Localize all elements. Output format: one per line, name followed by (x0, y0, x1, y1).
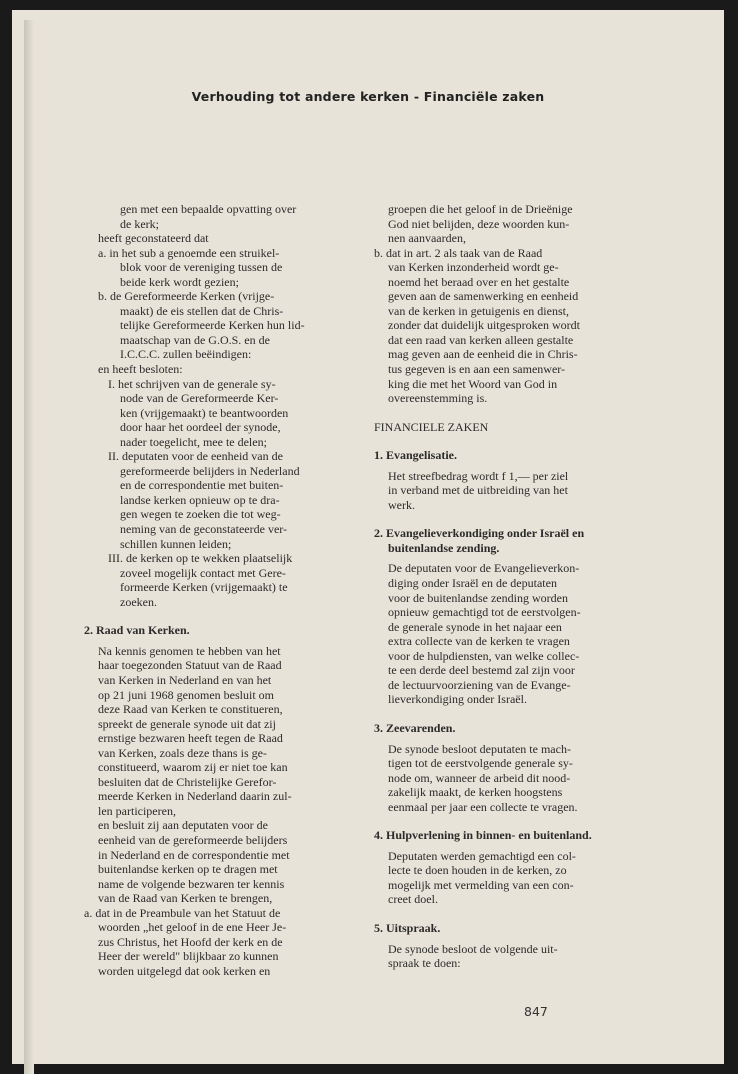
text-line: voor de hulpdiensten, van welke collec- (388, 648, 580, 663)
text-line: II. deputaten voor de eenheid van de (108, 449, 283, 464)
text-line: lecte te doen houden in de kerken, zo (388, 863, 567, 878)
text-line: dat een raad van kerken alleen gestalte (388, 332, 574, 347)
document-page (12, 10, 724, 1064)
text-line: telijke Gereformeerde Kerken hun lid- (120, 318, 305, 333)
text-line: en heeft besloten: (98, 362, 183, 377)
text-line: nader toegelicht, mee te delen; (120, 434, 267, 449)
paragraph-gap (374, 814, 626, 828)
text-line: en de correspondentie met buiten- (120, 478, 284, 493)
text-line: meerde Kerken in Nederland daarin zul- (98, 789, 292, 804)
text-line: node om, wanneer de arbeid dit nood- (388, 770, 571, 785)
section-heading: 5. Uitspraak. (374, 920, 441, 935)
text-line: extra collecte van de kerken te vragen (388, 634, 570, 649)
text-line: heeft geconstateerd dat (98, 231, 209, 246)
text-line: blok voor de vereniging tussen de (120, 260, 283, 275)
text-line: te een derde deel bestemd zal zijn voor (388, 663, 575, 678)
text-line: zonder dat duidelijk uitgesproken wordt (388, 318, 580, 333)
binding-edge (24, 20, 34, 1074)
text-line: van de kerken in getuigenis en dienst, (388, 303, 569, 318)
text-line: geven aan de samenwerking en eenheid (388, 289, 579, 304)
running-header: Verhouding tot andere kerken - Financiële zaken (191, 89, 545, 104)
text-line: Heer der wereld" blijkbaar zo kunnen (98, 949, 279, 964)
text-line: eenheid van de gereformeerde belijders (98, 832, 288, 847)
text-line: ernstige bezwaren heeft tegen de Raad (98, 731, 283, 746)
text-line: FINANCIELE ZAKEN (374, 419, 489, 434)
text-line: overeenstemming is. (388, 391, 488, 406)
text-line: in verband met de uitbreiding van het (388, 483, 568, 498)
text-line: werk. (388, 497, 415, 512)
left-column (84, 202, 356, 978)
text-line: Het streefbedrag wordt f 1,— per ziel (388, 468, 569, 483)
text-line: noemd het beraad over en het gestalte (388, 274, 570, 289)
text-line: eenmaal per jaar een collecte te vragen. (388, 799, 578, 814)
text-line: schillen kunnen leiden; (120, 536, 232, 551)
text-line: len participeren, (98, 803, 176, 818)
text-line: de generale synode in het najaar een (388, 619, 562, 634)
text-line: en besluit zij aan deputaten voor de (98, 818, 268, 833)
section-heading: buitenlandse zending. (388, 540, 500, 555)
paragraph-gap (374, 707, 626, 721)
text-line: b. dat in art. 2 als taak van de Raad (374, 245, 543, 260)
text-line: woorden „het geloof in de ene Heer Je- (98, 920, 287, 935)
section-heading: 4. Hulpverlening in binnen- en buitenland. (374, 828, 592, 843)
text-line: I.C.C.C. zullen beëindigen: (120, 347, 252, 362)
section-heading: 2. Raad van Kerken. (84, 623, 190, 638)
text-line: haar toegezonden Statuut van de Raad (98, 658, 282, 673)
text-line: ken (vrijgemaakt) te beantwoorden (120, 405, 289, 420)
text-line: worden uitgelegd dat ook kerken en (98, 963, 271, 978)
text-line: spreekt de generale synode uit dat zij (98, 716, 276, 731)
text-line: landse kerken opnieuw op te dra- (120, 492, 280, 507)
text-line: neming van de geconstateerde ver- (120, 522, 288, 537)
text-line: gen met een bepaalde opvatting over (120, 202, 297, 216)
text-line: door haar het oordeel der synode, (120, 420, 281, 435)
text-line: van Kerken inzonderheid wordt ge- (388, 260, 559, 275)
paragraph-gap (84, 609, 356, 623)
text-line: I. het schrijven van de generale sy- (108, 376, 276, 391)
text-line: groepen die het geloof in de Drieënige (388, 202, 573, 216)
text-line: zoveel mogelijk contact met Gere- (120, 565, 286, 580)
text-line: king die met het Woord van God in (388, 376, 558, 391)
text-line: van de Raad van Kerken te brengen, (98, 891, 273, 906)
text-line: a. dat in de Preambule van het Statuut de (84, 905, 281, 920)
paragraph-gap (374, 406, 626, 420)
text-line: mogelijk met vermelding van een con- (388, 877, 574, 892)
paragraph-gap (374, 907, 626, 921)
text-line: de kerk; (120, 216, 159, 231)
section-heading: 2. Evangelieverkondiging onder Israël en (374, 526, 585, 541)
right-column (374, 202, 626, 971)
text-line: De deputaten voor de Evangelieverkon- (388, 561, 580, 576)
text-line: name de volgende bezwaren ter kennis (98, 876, 285, 891)
paragraph-gap (374, 434, 626, 448)
text-line: Na kennis genomen te hebben van het (98, 643, 281, 658)
text-line: tus gegeven is en aan een samenwer- (388, 362, 566, 377)
text-line: zus Christus, het Hoofd der kerk en de (98, 934, 283, 949)
text-line: gen wegen te zoeken die tot weg- (120, 507, 281, 522)
text-line: van Kerken in Nederland en van het (98, 672, 272, 687)
text-line: voor de buitenlandse zending worden (388, 590, 568, 605)
text-line: Deputaten werden gemachtigd een col- (388, 848, 576, 863)
text-line: III. de kerken op te wekken plaatselijk (108, 551, 293, 566)
text-line: zoeken. (120, 594, 157, 609)
text-line: formeerde Kerken (vrijgemaakt) te (120, 580, 288, 595)
section-heading: 3. Zeevarenden. (374, 720, 456, 735)
text-line: buitenlandse kerken op te dragen met (98, 862, 278, 877)
text-line: maatschap van de G.O.S. en de (120, 332, 270, 347)
text-line: opnieuw gemachtigd tot de eerstvolgen- (388, 605, 581, 620)
text-line: beide kerk wordt gezien; (120, 274, 239, 289)
text-line: maakt) de eis stellen dat de Chris- (120, 303, 284, 318)
text-line: constitueerd, waarom zij er niet toe kan (98, 760, 288, 775)
text-line: op 21 juni 1968 genomen besluit om (98, 687, 274, 702)
text-line: de lectuurvoorziening van de Evange- (388, 677, 571, 692)
text-line: a. in het sub a genoemde een struikel- (98, 245, 280, 260)
text-line: van Kerken, zoals deze thans is ge- (98, 745, 267, 760)
text-line: De synode besloot de volgende uit- (388, 941, 558, 956)
text-line: creet doel. (388, 892, 438, 907)
text-line: zakelijk maakt, de kerken hoogstens (388, 785, 563, 800)
text-line: spraak te doen: (388, 956, 461, 971)
text-line: deze Raad van Kerken te constitueren, (98, 702, 283, 717)
text-line: nen aanvaarden, (388, 231, 466, 246)
text-line: b. de Gereformeerde Kerken (vrijge- (98, 289, 275, 304)
text-line: in Nederland en de correspondentie met (98, 847, 290, 862)
text-line: gereformeerde belijders in Nederland (120, 463, 300, 478)
text-line: tigen tot de eerstvolgende generale sy- (388, 756, 573, 771)
section-heading: 1. Evangelisatie. (374, 448, 457, 463)
text-line: mag geven aan de eenheid die in Chris- (388, 347, 578, 362)
text-line: node van de Gereformeerde Ker- (120, 391, 279, 406)
text-line: God niet belijden, deze woorden kun- (388, 216, 570, 231)
text-line: diging onder Israël en de deputaten (388, 576, 557, 591)
paragraph-gap (374, 512, 626, 526)
text-line: De synode besloot deputaten te mach- (388, 741, 571, 756)
page-number: 847 (524, 1004, 548, 1019)
text-line: besluiten dat de Christelijke Gerefor- (98, 774, 277, 789)
text-line: lieverkondiging onder Israël. (388, 692, 527, 707)
